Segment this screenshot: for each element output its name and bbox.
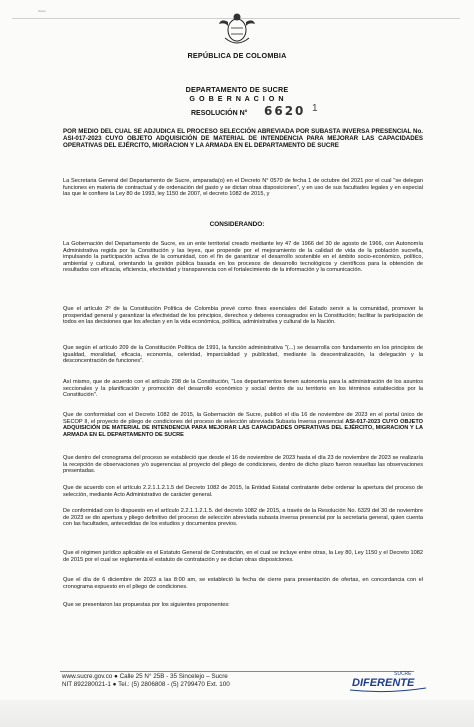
department-name: DEPARTAMENTO DE SUCRE	[185, 85, 289, 94]
logo-main-text: DIFERENTE	[352, 677, 415, 689]
footer-line-1: www.sucre.gov.co ● Calle 25 N° 25B - 35 Sincelejo – Sucre	[62, 673, 228, 680]
paragraph-5-bold: ASI-017-2023 CUYO OBJETO ADQUISICIÓN DE MATERIAL DE INTENDENCIA PARA MEJORAR LAS CAPACIDADES OPERATIVAS DEL EJÉRCITO, MIGRACION Y LA ARMADA EN EL DEPARTAMENTO DE SUCRE	[63, 418, 423, 438]
resolution-suffix: 1	[312, 103, 318, 114]
footer-line-2: NIT 892280021-1 ● Tel.: (5) 2806808 - (5) 2799470 Ext. 100	[62, 680, 230, 688]
paragraph-11: Que se presentaron las propuestas por los siguientes proponentes:	[63, 602, 230, 608]
intro-paragraph: La Secretaria General del Departamento de Sucre, amparada(o) en el Decreto N° 0570 de fecha 1 de octubre del 2021 por el cual "se delegan funciones en materia de contractual y de ordenación del gasto y se dictan otras disposiciones", y en uso de sus facultades legales y en especial las que le confiere la Ley 80 de 1993, ley 1150 de 2007, el decreto 1082 de 2015, y	[63, 178, 423, 198]
paragraph-1: La Gobernación del Departamento de Sucre, es un ente territorial creado mediante ley 47 de 1966 del 30 de agosto de 1966, con Autonomía Administrativa regida por la Constitución y las leyes, que propende por el mejoramiento de la calidad de vida de la población sucreña, impulsando la participación activa de la comunidad, con el fin de garantizar el desarrollo sostenible en el ámbito socio-económico, político, ambiental y cultural, orientando la gestión pública basada en los procesos de desarrollo tecnológicos y científicos para la obtención de resultados con eficacia, eficiencia, efectividad y transparencia con el fortalecimiento de la información y la comunicación.	[63, 241, 423, 274]
document-title: POR MEDIO DEL CUAL SE ADJUDICA EL PROCESO SELECCIÓN ABREVIADA POR SUBASTA INVERSA PRESENCIAL No. ASI-017-2023 CUYO OBJETO ADQUISICIÓN DE MATERIAL DE INTENDENCIA PARA MEJORAR LAS CAPACIDADES OPERATIVAS DEL EJÉRCITO, MIGRACION Y LA ARMADA EN EL DEPARTAMENTO DE SUCRE	[63, 128, 423, 150]
paragraph-5	[63, 412, 423, 438]
paragraph-8: De conformidad con lo dispuesto en el artículo 2.2.1.1.2.1.5. del decreto 1082 de 2015, a través de la Resolución No. 6329 del 30 de noviembre de 2023 se dio apertura y pliego definitivo del proceso de selección abreviada subasta inversa presencial por la secretaria general, quien cuenta con las facultades, antecedidas de los estudios y documentos previos.	[63, 508, 423, 528]
paragraph-3: Que según el artículo 209 de la Constitución Política de 1991, la función administrativa "(...) se desarrolla con fundamento en los principios de igualdad, moralidad, eficacia, economía, celeridad, imparcialidad y publicidad, mediante la descentralización, la delegación y la desconcentración de funciones".	[63, 345, 423, 365]
paragraph-2: Que el artículo 2º de la Constitución Política de Colombia prevé como fines esenciales del Estado servir a la comunidad, promover la prosperidad general y garantizar la efectividad de los principios, derechos y deberes consagrados en la Constitución; facilitar la participación de todos en las decisiones que los afectan y en la vida económica, política, administrativa y cultural de la Nación.	[63, 306, 423, 326]
logo-top-text: SUCRE	[394, 671, 412, 677]
considerando-heading: CONSIDERANDO:	[209, 221, 265, 228]
paragraph-10: Que el día de 6 diciembre de 2023 a las 8:00 am, se estableció la fecha de cierre para presentación de ofertas, en concordancia con el cronograma expuesto en el pliego de condiciones.	[63, 577, 423, 590]
paragraph-5-text: Que de conformidad con el Decreto 1082 de 2015, la Gobernación de Sucre, publicó el día 16 de noviembre de 2023 en el portal único de SECOP II, el proyecto de pliego de condiciones del proceso de selección abreviada Subasta Inversa presencial	[63, 412, 423, 425]
corner-mark: Sucre	[38, 9, 46, 13]
office-name: G O B E R N A C I O N	[189, 94, 285, 103]
resolution-number: 6620	[264, 104, 306, 118]
footer-contact	[62, 673, 230, 688]
sucre-diferente-logo	[342, 666, 432, 696]
page-bottom-shadow	[0, 700, 474, 727]
paragraph-9: Que el régimen jurídico aplicable es el Estatuto General de Contratación, en el cual se incluye entre otras, la Ley 80, Ley 1150 y el Decreto 1082 de 2015 por el cual se reglamenta el estatuto de contratación y se dictan otras disposiciones.	[63, 550, 423, 563]
paragraph-4: Así mismo, que de acuerdo con el artículo 298 de la Constitución, "Los departamentos tienen autonomía para la administración de los asuntos seccionales y la planificación y promoción del desarrollo económico y social dentro de su territorio en los términos establecidos por la Constitución".	[63, 379, 423, 399]
paragraph-7: Que de acuerdo con el artículo 2.2.1.1.2.1.5 del Decreto 1082 de 2015, la Entidad Estatal contratante debe ordenar la apertura del proceso de selección, mediante Acto Administrativo de carácter general.	[63, 485, 423, 498]
country-name: REPÚBLICA DE COLOMBIA	[187, 51, 287, 60]
resolution-label: RESOLUCIÓN N°	[191, 110, 248, 117]
paragraph-6: Que dentro del cronograma del proceso se estableció que desde el 16 de noviembre de 2023 hasta el día 23 de noviembre de 2023 se realizaría la recepción de observaciones y/o sugerencias al proyecto del pliego de condiciones, dentro de dicho plazo fueron resueltas las observaciones presentadas.	[63, 455, 423, 475]
coat-of-arms-icon	[217, 8, 257, 48]
